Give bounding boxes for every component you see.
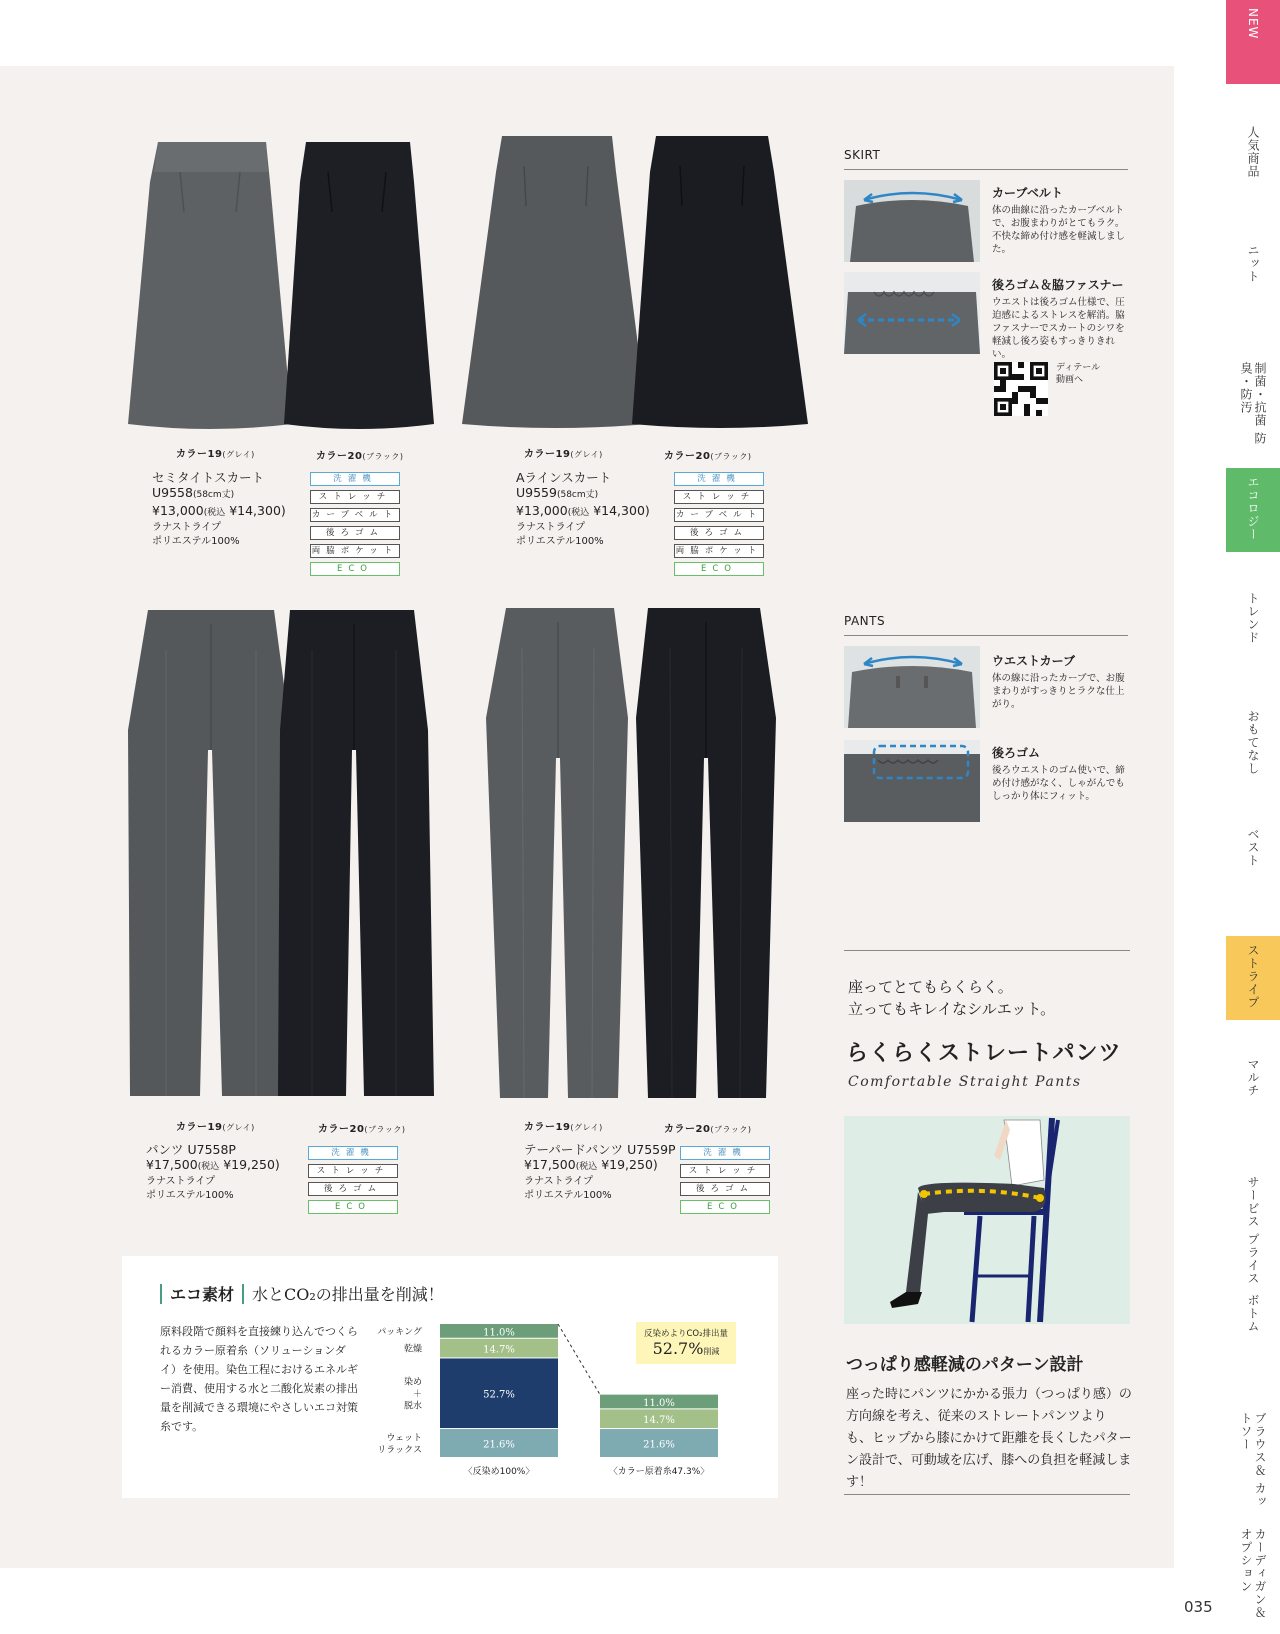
pants-black-image xyxy=(278,610,434,1100)
segment-label: 染め xyxy=(403,1377,422,1388)
bar-value-label: 52.7% xyxy=(483,1389,515,1401)
feature-lead: 座ってとてもらくらく。 立ってもキレイなシルエット。 xyxy=(848,978,1056,1018)
divider xyxy=(844,950,1130,951)
side-tab-7[interactable]: ベスト xyxy=(1246,828,1260,867)
side-tab-4[interactable]: エコロジー xyxy=(1226,468,1280,552)
product-fabric: ラナストライプ xyxy=(146,1176,215,1187)
feature-tags xyxy=(310,472,400,580)
product-name: テーパードパンツ U7559P xyxy=(524,1142,676,1157)
category-label: 〈カラー原着糸47.3%〉 xyxy=(608,1467,710,1477)
side-tab-13[interactable]: カーディガン＆ オプション xyxy=(1239,1528,1267,1619)
bar-value-label: 11.0% xyxy=(643,1397,675,1409)
detail-title: 後ろゴム xyxy=(992,746,1041,760)
skirt-section-heading: SKIRT xyxy=(844,148,881,162)
product-material: ポリエステル100% xyxy=(152,536,240,547)
feature-tags xyxy=(308,1146,398,1218)
product-price: ¥17,500(税込 ¥19,250) xyxy=(524,1157,658,1172)
tag-curve-belt: カーブベルト xyxy=(675,510,763,520)
bar-value-label: 14.7% xyxy=(483,1344,515,1356)
waist-curve-detail-image xyxy=(844,646,980,728)
product-code: U9558(58cm丈) xyxy=(152,485,235,500)
divider xyxy=(844,635,1128,636)
product-fabric: ラナストライプ xyxy=(516,522,585,533)
detail-text: ウエストは後ろゴム仕様で、圧迫感によるストレスを解消。脇ファスナーでスカートのシワを軽減し後ろ姿もすっきりきれい。 xyxy=(992,297,1125,360)
product-info-pants xyxy=(146,1142,280,1203)
color-label-grey: カラー19(グレイ) xyxy=(524,449,603,460)
bar-value-label: 21.6% xyxy=(643,1439,675,1451)
product-fabric: ラナストライプ xyxy=(524,1176,593,1187)
product-info-a-line-skirt xyxy=(516,470,650,549)
skirt-grey-image xyxy=(462,136,648,430)
curve-belt-detail-image xyxy=(844,180,980,262)
eco-title: エコ素材 水とCO₂の排出量を削減！ xyxy=(160,1282,444,1305)
category-label: 〈反染め100%〉 xyxy=(463,1467,535,1477)
side-tab-2[interactable]: ニット xyxy=(1246,244,1260,283)
color-label-black: カラー20(ブラック) xyxy=(318,1124,406,1135)
tag-eco: ECO xyxy=(310,562,400,576)
segment-label: ＋ xyxy=(412,1389,422,1400)
product-info-tapered-pants xyxy=(524,1142,676,1203)
eco-body: 原料段階で顔料を直接練り込んでつくられるカラー原着糸（ソリューションダイ）を使用。染色工程におけるエネルギー消費、使用する水と二酸化炭素の排出量を削減できる環境にやさしいエコ対策糸です。 xyxy=(160,1325,358,1433)
detail-title: カーブベルト xyxy=(992,186,1063,200)
back-elastic-detail-image xyxy=(844,272,980,354)
color-label-black: カラー20(ブラック) xyxy=(316,451,404,462)
segment-label: ウェット xyxy=(386,1433,422,1444)
qr-code[interactable] xyxy=(994,362,1048,416)
detail-text: 体の線に沿ったカーブで、お腹まわりがすっきりとラクな仕上がり。 xyxy=(992,673,1125,710)
tag-side-pockets: 両脇ポケット xyxy=(675,546,763,556)
qr-caption: ディテール 動画へ xyxy=(1056,363,1101,385)
product-price: ¥13,000(税込 ¥14,300) xyxy=(516,503,650,518)
tag-washing-machine: 洗濯機 xyxy=(680,1146,770,1160)
product-code: U9559(58cm丈) xyxy=(516,485,599,500)
page-number: 035 xyxy=(1184,1598,1213,1616)
skirt-black-image xyxy=(632,136,808,430)
feature-title: らくらくストレートパンツ xyxy=(846,1041,1122,1066)
color-label-black: カラー20(ブラック) xyxy=(664,1124,752,1135)
feature-tags xyxy=(680,1146,770,1218)
sitting-illustration xyxy=(844,1116,1130,1324)
product-name: Aラインスカート xyxy=(516,470,612,485)
segment-label: リラックス xyxy=(377,1445,422,1456)
side-tab-8[interactable]: ストライプ xyxy=(1226,936,1280,1020)
tag-stretch: ストレッチ xyxy=(308,1164,398,1178)
tag-washing-machine: 洗濯機 xyxy=(308,1146,398,1160)
product-material: ポリエステル100% xyxy=(516,536,604,547)
tag-stretch: ストレッチ xyxy=(674,490,764,504)
segment-label: パッキング xyxy=(377,1327,422,1338)
connector-line xyxy=(558,1324,600,1395)
pants-black-image xyxy=(636,608,780,1102)
co2-callout: 反染めよりCO₂排出量 52.7%削減 xyxy=(636,1322,736,1364)
pants-grey-image xyxy=(484,608,634,1102)
color-label-black: カラー20(ブラック) xyxy=(664,451,752,462)
product-info-semi-tight-skirt xyxy=(152,470,286,549)
pants-section-heading: PANTS xyxy=(844,614,886,628)
feature-section-title: つっぱり感軽減のパターン設計 xyxy=(846,1355,1084,1375)
divider xyxy=(844,1494,1130,1495)
product-name: パンツ U7558P xyxy=(146,1142,236,1157)
color-label-grey: カラー19(グレイ) xyxy=(176,1122,255,1133)
skirt-black-image xyxy=(284,142,434,432)
product-material: ポリエステル100% xyxy=(524,1190,612,1201)
detail-title: 後ろゴム＆脇ファスナー xyxy=(992,278,1124,292)
tag-washing-machine: 洗濯機 xyxy=(310,472,400,486)
tag-eco: ECO xyxy=(674,562,764,576)
side-tab-10[interactable]: サービス プライス xyxy=(1246,1176,1260,1285)
bar-value-label: 11.0% xyxy=(483,1327,515,1339)
feature-subtitle: Comfortable Straight Pants xyxy=(848,1074,1082,1090)
tag-washing-machine: 洗濯機 xyxy=(674,472,764,486)
tag-stretch: ストレッチ xyxy=(680,1164,770,1178)
color-label-grey: カラー19(グレイ) xyxy=(524,1122,603,1133)
product-price: ¥13,000(税込 ¥14,300) xyxy=(152,503,286,518)
back-elastic-detail-image xyxy=(844,740,980,822)
tag-stretch: ストレッチ xyxy=(310,490,400,504)
tag-back-elastic: 後ろゴム xyxy=(680,1182,770,1196)
feature-body: 座った時にパンツにかかる張力（つっぱり感）の方向線を考え、従来のストレートパンツよりも、ヒップから膝にかけて距離を長くしたパターン設計で、可動域を広げ、膝への負担を軽減します！ xyxy=(846,1387,1132,1490)
side-tab-12[interactable]: ブラウス＆ カットソー xyxy=(1239,1412,1267,1508)
tag-curve-belt: カーブベルト xyxy=(311,510,399,520)
segment-label: 脱水 xyxy=(403,1401,422,1412)
tag-back-elastic: 後ろゴム xyxy=(674,526,764,540)
tag-side-pockets: 両脇ポケット xyxy=(311,546,399,556)
product-name: セミタイトスカート xyxy=(152,470,265,485)
side-tab-9[interactable]: マルチ xyxy=(1246,1058,1260,1097)
pants-grey-image xyxy=(128,610,294,1100)
color-label-grey: カラー19(グレイ) xyxy=(176,449,255,460)
side-tab-6[interactable]: おもてなし xyxy=(1246,710,1260,775)
side-tab-3[interactable]: 制菌・抗菌 防臭・防汚 xyxy=(1239,362,1267,445)
product-fabric: ラナストライプ xyxy=(152,522,221,533)
tag-back-elastic: 後ろゴム xyxy=(310,526,400,540)
product-price: ¥17,500(税込 ¥19,250) xyxy=(146,1157,280,1172)
divider xyxy=(844,169,1128,170)
tag-eco: ECO xyxy=(680,1200,770,1214)
side-tab-0[interactable]: NEW xyxy=(1226,0,1280,84)
side-tab-11[interactable]: ボトム xyxy=(1246,1294,1260,1333)
feature-tags xyxy=(674,472,764,580)
detail-title: ウエストカーブ xyxy=(992,654,1076,668)
bar-value-label: 14.7% xyxy=(643,1415,675,1427)
detail-text: 後ろウエストのゴム使いで、締め付け感がなく、しゃがんでもしっかり体にフィット。 xyxy=(992,765,1125,802)
bar-value-label: 21.6% xyxy=(483,1439,515,1451)
side-tab-1[interactable]: 人気商品 xyxy=(1246,126,1260,178)
tag-eco: ECO xyxy=(308,1200,398,1214)
eco-chart xyxy=(122,1256,778,1498)
product-material: ポリエステル100% xyxy=(146,1190,234,1201)
side-tab-5[interactable]: トレンド xyxy=(1246,592,1260,644)
segment-label: 乾燥 xyxy=(403,1344,422,1355)
eco-material-panel xyxy=(122,1256,778,1498)
tag-back-elastic: 後ろゴム xyxy=(308,1182,398,1196)
skirt-grey-image xyxy=(128,142,292,432)
detail-text: 体の曲線に沿ったカーブベルトで、お腹まわりがとてもラク。不快な締め付け感を軽減しました。 xyxy=(992,205,1126,255)
